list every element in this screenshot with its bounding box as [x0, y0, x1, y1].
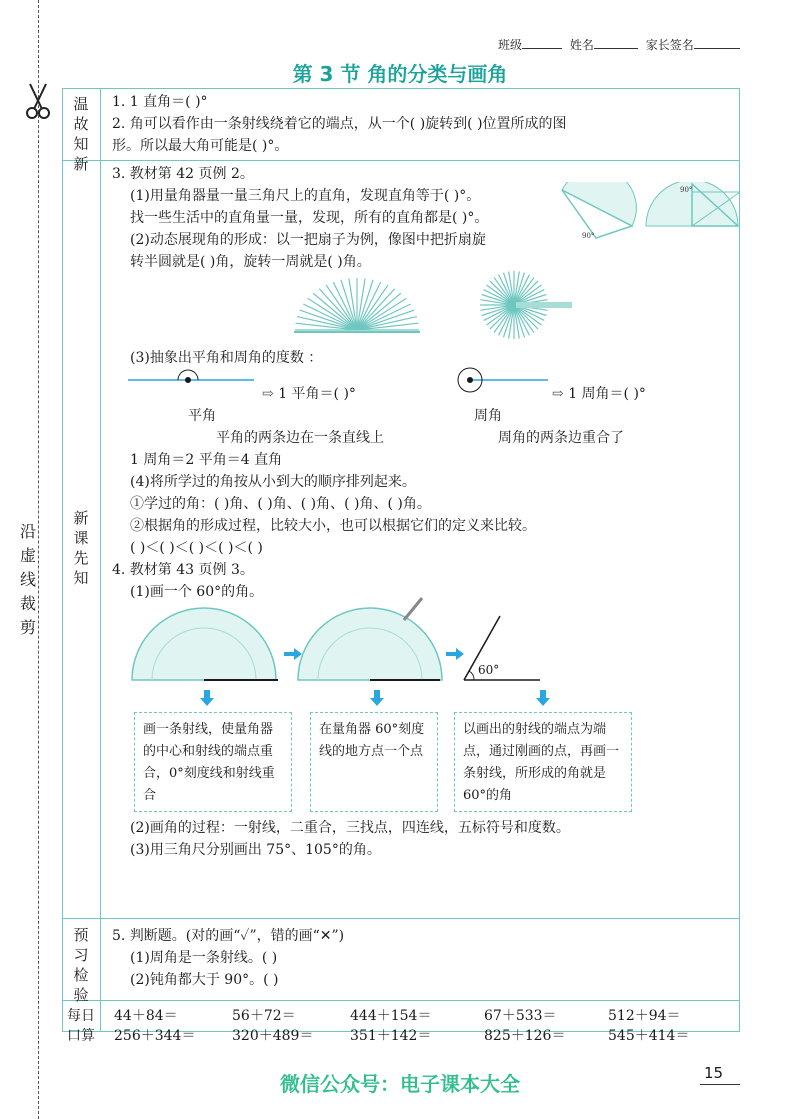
page-title: 第 3 节 角的分类与画角 — [292, 62, 508, 86]
label-preview: 预 习 检 验 — [73, 926, 89, 1004]
flat-angle-name: 平角 — [188, 408, 216, 424]
half-fan-figure — [292, 272, 422, 336]
ex3-1b: 找一些生活中的直角量一量，发现，所有的直角都是( )°。 — [130, 210, 489, 226]
fan-rib — [486, 285, 514, 305]
fan-rib — [341, 280, 357, 330]
round-angle-name: 周角 — [474, 408, 502, 424]
q2: 2. 角可以看作由一条射线绕着它的端点，从一个( )旋转到( )位置所成的图 — [112, 116, 567, 132]
down-arrow-icon — [536, 690, 550, 706]
flat-angle-desc: 平角的两条边在一条直线上 — [216, 430, 384, 446]
ex4-3: (3)用三角尺分别画出 75°、105°的角。 — [130, 842, 381, 858]
row-divider — [62, 160, 740, 161]
fan-rib — [494, 277, 514, 305]
label-warm: 温 故 知 新 — [73, 95, 89, 173]
fan-rib — [357, 280, 373, 330]
scissors-icon — [24, 82, 52, 122]
page-number: 15 — [704, 1064, 724, 1082]
order-2: ②根据角的形成过程，比较大小，也可以根据它们的定义来比较。 — [130, 518, 536, 534]
calc-item: 44＋84＝ — [114, 1008, 178, 1024]
q2-cont: 形。所以最大角可能是( )°。 — [112, 138, 289, 154]
row-divider — [62, 918, 740, 919]
flat-angle-figure — [126, 364, 256, 388]
calc-item: 825＋126＝ — [484, 1028, 566, 1044]
order-3: ( )＜( )＜( )＜( )＜( ) — [130, 540, 263, 556]
down-arrow-icon — [370, 690, 384, 706]
round-angle-equation: ⇨ 1 周角＝( )° — [552, 386, 646, 402]
q5: 5. 判断题。(对的画“✓”，错的画“✕”) — [112, 928, 345, 944]
right-angle-label: 90° — [582, 232, 595, 240]
right-angle-label: 90° — [680, 186, 693, 194]
sixty-degree-angle — [462, 612, 542, 684]
protractor-triangle-figure — [560, 182, 740, 244]
step-box-2: 在量角器 60°刻度线的地方点一个点 — [310, 712, 438, 812]
fan-rib — [514, 305, 534, 333]
ex3-1: (1)用量角器量一量三角尺上的直角，发现直角等于( )°。 — [130, 188, 481, 204]
column-divider — [100, 88, 101, 1032]
step-box-3: 以画出的射线的端点为端点，通过刚画的点，再画一条射线，所形成的角就是 60°的角 — [454, 712, 632, 812]
full-fan-figure — [468, 268, 574, 344]
calc-item: 512＋94＝ — [608, 1008, 681, 1024]
order-title: (4)将所学过的角按从小到大的顺序排列起来。 — [130, 474, 416, 490]
angle-label: 60° — [478, 663, 500, 677]
q5-2: (2)钝角都大于 90°。( ) — [130, 972, 279, 988]
ex4-2: (2)画角的过程：一射线，二重合，三找点，四连线，五标符号和度数。 — [130, 820, 570, 836]
header-fields: 班级 姓名 家长签名 — [498, 36, 744, 53]
order-1: ①学过的角：( )角、( )角、( )角、( )角、( )角。 — [130, 496, 431, 512]
ex3-3: (3)抽象出平角和周角的度数 ： — [130, 350, 323, 366]
label-new: 新 课 先 知 — [73, 509, 89, 587]
round-angle-desc: 周角的两条边重合了 — [498, 430, 624, 446]
angle-relation: 1 周角＝2 平角＝4 直角 — [130, 452, 283, 468]
fan-rib — [297, 317, 357, 330]
q5-1: (1)周角是一条射线。( ) — [130, 950, 278, 966]
fan-rib — [514, 277, 534, 305]
ex3-2: (2)动态展现角的形成：以一把扇子为例，像图中把折扇旋 — [130, 232, 486, 248]
calc-item: 351＋142＝ — [350, 1028, 432, 1044]
label-daily: 每日 口算 — [67, 1008, 95, 1044]
row-divider — [62, 1000, 740, 1001]
calc-item: 444＋154＝ — [350, 1008, 432, 1024]
flat-angle-equation: ⇨ 1 平角＝( )° — [262, 386, 356, 402]
fan-rib — [486, 305, 514, 325]
ex4-title: 4. 教材第 43 页例 3。 — [112, 562, 254, 578]
calc-item: 67＋533＝ — [484, 1008, 557, 1024]
protractor-steps-figure — [128, 596, 488, 686]
ex3-2b: 转半圆就是( )角，旋转一周就是( )角。 — [130, 254, 371, 270]
q1: 1. 1 直角＝( )° — [112, 94, 208, 110]
round-angle-figure — [452, 362, 552, 398]
cut-instruction: 沿 虚 线 裁 剪 — [18, 520, 38, 640]
footer-watermark: 微信公众号：电子课本大全 — [280, 1072, 520, 1096]
ex4-1: (1)画一个 60°的角。 — [130, 584, 264, 600]
calc-item: 320＋489＝ — [232, 1028, 314, 1044]
step-box-1: 画一条射线，使量角器的中心和射线的端点重合，0°刻度线和射线重合 — [134, 712, 292, 812]
fan-rib — [357, 317, 417, 330]
calc-item: 56＋72＝ — [232, 1008, 296, 1024]
ex3-title: 3. 教材第 42 页例 2。 — [112, 166, 254, 182]
cut-line — [38, 0, 39, 1119]
calc-item: 256＋344＝ — [114, 1028, 196, 1044]
calc-item: 545＋414＝ — [608, 1028, 690, 1044]
down-arrow-icon — [200, 690, 214, 706]
fan-rib — [494, 305, 514, 333]
